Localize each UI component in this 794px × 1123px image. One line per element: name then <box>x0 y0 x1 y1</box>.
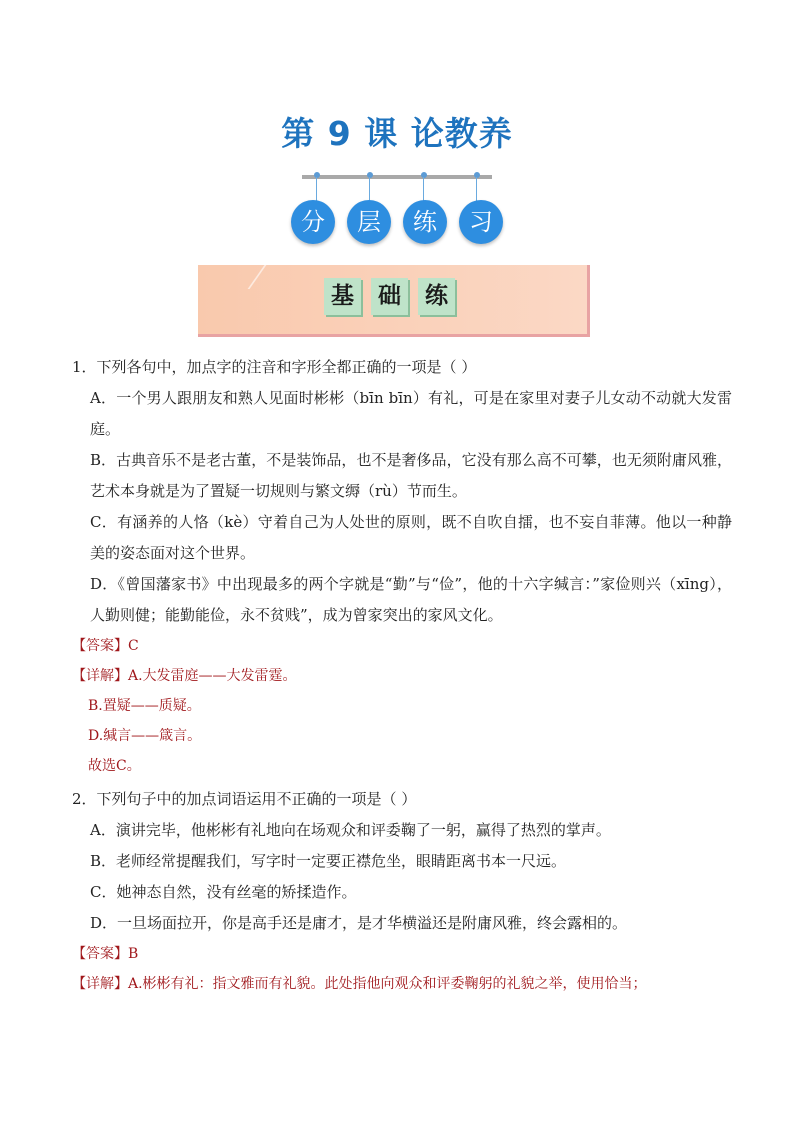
pin-icon <box>314 172 320 178</box>
question-stem: 2．下列句子中的加点词语运用不正确的一项是（ ） <box>72 790 417 808</box>
badge-lian: 练 <box>403 200 447 244</box>
pin-icon <box>474 172 480 178</box>
section-char-ji: 基 <box>324 278 361 315</box>
badge-xi: 习 <box>459 200 503 244</box>
option-c: C．有涵养的人恪（kè）守着自己为人处世的原则，既不自吹自擂，也不妄自菲薄。他以一种静美的姿态面对这个世界。 <box>90 513 732 562</box>
explain-line <box>72 661 732 691</box>
explain-tag: 【详解】 <box>72 668 128 684</box>
answer-value: C <box>128 638 139 654</box>
question-1 <box>72 351 732 781</box>
explain-tag: 【详解】 <box>72 976 128 992</box>
explain-line: D.缄言——箴言。 <box>88 728 202 744</box>
question-2 <box>72 783 732 999</box>
explain-line <box>72 969 732 999</box>
explain-line: 故选C。 <box>88 758 141 774</box>
option-d: D．一旦场面拉开，你是高手还是庸才，是才华横溢还是附庸风雅，终会露相的。 <box>90 914 628 932</box>
option-b: B．老师经常提醒我们，写字时一定要正襟危坐，眼睛距离书本一尺远。 <box>90 852 567 870</box>
answer-tag: 【答案】 <box>72 638 128 654</box>
question-list <box>72 349 732 999</box>
section-banner <box>198 265 590 337</box>
section-char-lian: 练 <box>418 278 455 315</box>
section-char-chu: 础 <box>371 278 408 315</box>
explain-text: A.大发雷庭——大发雷霆。 <box>128 668 297 684</box>
page-title: 第 9 课 论教养 <box>281 114 513 153</box>
answer-tag: 【答案】 <box>72 946 128 962</box>
banner-gloss <box>208 265 267 289</box>
layered-practice-badges <box>291 200 503 244</box>
explain-text: A.彬彬有礼：指文雅而有礼貌。此处指他向观众和评委鞠躬的礼貌之举，使用恰当； <box>128 976 647 992</box>
question-stem: 1．下列各句中，加点字的注音和字形全都正确的一项是（ ） <box>72 358 477 376</box>
option-a: A．演讲完毕，他彬彬有礼地向在场观众和评委鞠了一躬，赢得了热烈的掌声。 <box>90 821 611 839</box>
option-d: D．《曾国藩家书》中出现最多的两个字就是“勤”与“俭”，他的十六字缄言：”家俭则兴（xīng），人勤则健；能勤能俭，永不贫贱”，成为曾家突出的家风文化。 <box>90 575 732 624</box>
option-b: B．古典音乐不是老古董，不是装饰品，也不是奢侈品，它没有那么高不可攀，也无须附庸风雅，艺术本身就是为了置疑一切规则与繁文缛（rù）节而生。 <box>90 451 732 500</box>
option-c: C．她神态自然，没有丝毫的矫揉造作。 <box>90 883 357 901</box>
badge-ceng: 层 <box>347 200 391 244</box>
option-a: A．一个男人跟朋友和熟人见面时彬彬（bīn bīn）有礼，可是在家里对妻子儿女动不动就大发雷庭。 <box>90 389 732 438</box>
answer-line <box>72 939 732 969</box>
section-title <box>324 278 455 315</box>
pin-icon <box>421 172 427 178</box>
answer-line <box>72 631 732 661</box>
title-divider <box>302 175 492 179</box>
badge-fen: 分 <box>291 200 335 244</box>
answer-value: B <box>128 946 139 962</box>
explain-line: B.置疑——质疑。 <box>88 698 201 714</box>
pin-icon <box>367 172 373 178</box>
